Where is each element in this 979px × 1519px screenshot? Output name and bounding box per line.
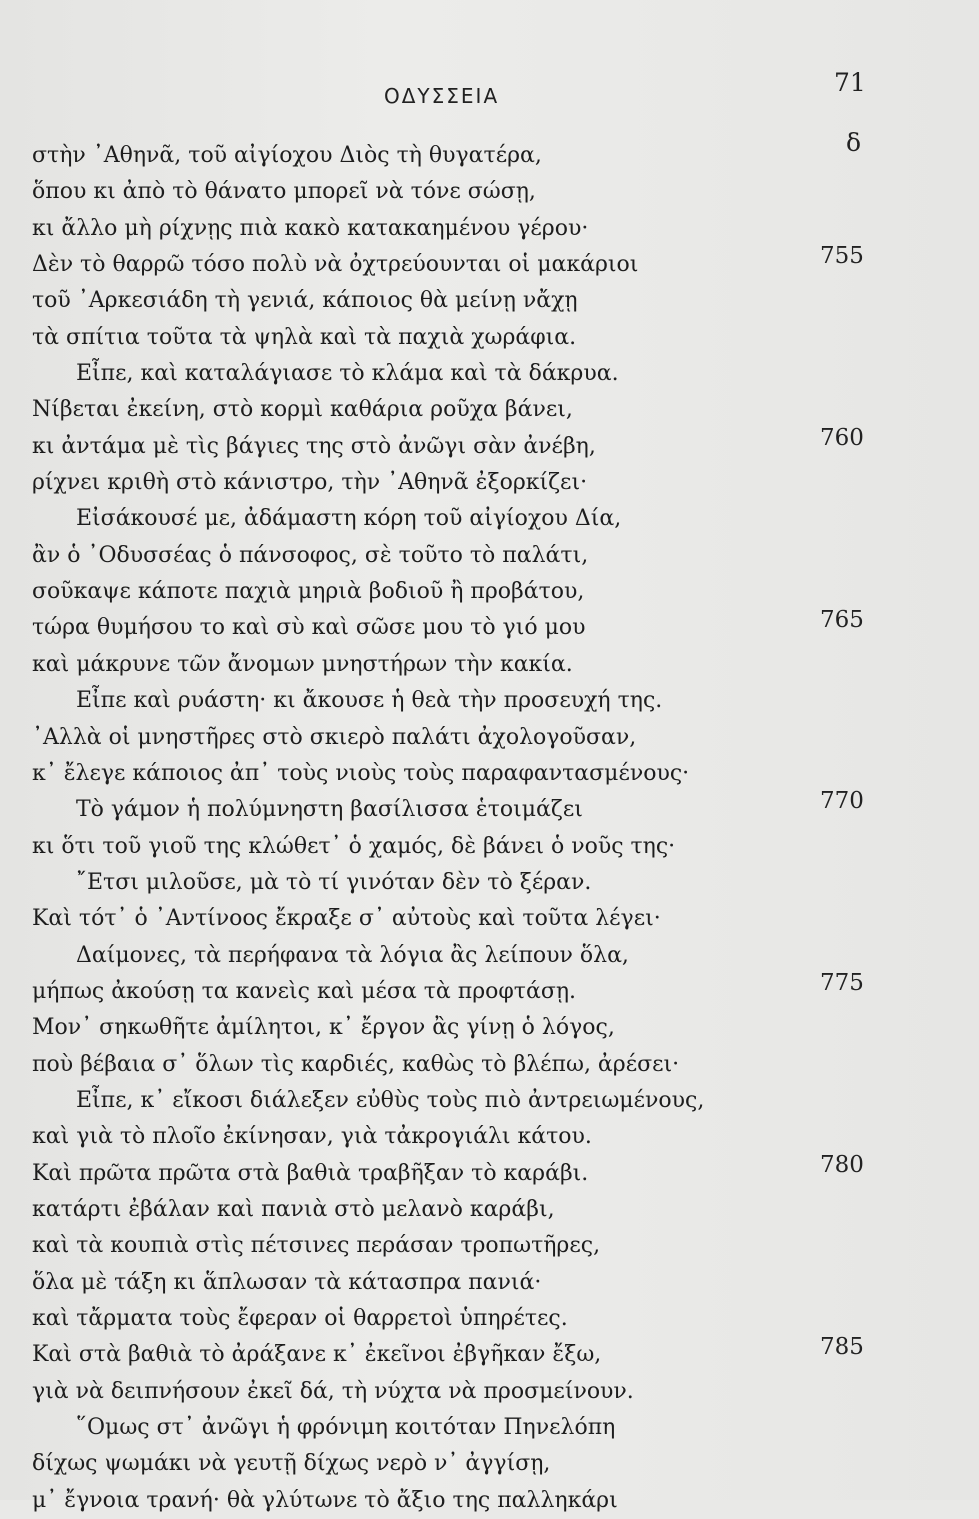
verse-line: κι ἀντάμα μὲ τὶς βάγιες της στὸ ἀνῶγι σὰν ἀνέβη, — [32, 433, 596, 459]
verse-line: Καὶ τότ᾿ ὁ ᾿Αντίνοος ἔκραξε σ᾿ αὐτοὺς καὶ τοῦτα λέγει· — [32, 906, 661, 932]
verse-line: ρίχνει κριθὴ στὸ κάνιστρο, τὴν ᾿Αθηνᾶ ἐξορκίζει· — [32, 470, 588, 496]
verse-line: ᾿Αλλὰ οἱ μνηστῆρες στὸ σκιερὸ παλάτι ἀχολογοῦσαν, — [32, 724, 637, 750]
verse-line: ῞Ομως στ᾿ ἀνῶγι ἡ φρόνιμη κοιτόταν Πηνελόπη — [76, 1415, 616, 1441]
verse-line: Δαίμονες, τὰ περήφανα τὰ λόγια ἂς λείπουν ὅλα, — [76, 942, 629, 968]
line-number: 755 — [820, 243, 864, 270]
line-number: 785 — [820, 1333, 864, 1360]
line-number: 765 — [820, 606, 864, 633]
verse-line: Εἶπε καὶ ρυάστη· κι ἄκουσε ἡ θεὰ τὴν προσευχή της. — [76, 688, 663, 714]
verse-line: Τὸ γάμον ἡ πολύμνηστη βασίλισσα ἑτοιμάζει — [76, 797, 583, 823]
verse-line: γιὰ νὰ δειπνήσουν ἐκεῖ δά, τὴ νύχτα νὰ προσμείνουν. — [32, 1378, 634, 1404]
verse-line: Εἰσάκουσέ με, ἀδάμαστη κόρη τοῦ αἰγίοχου Δία, — [76, 506, 622, 532]
verse-line: κατάρτι ἐβάλαν καὶ πανιὰ στὸ μελανὸ καράβι, — [32, 1196, 555, 1222]
verse-line: καὶ τἄρματα τοὺς ἔφεραν οἱ θαρρετοὶ ὑπηρέτες. — [32, 1306, 568, 1331]
verse-line: καὶ τὰ κουπιὰ στὶς πέτσινες περάσαν τροπωτῆρες, — [32, 1233, 601, 1259]
verse-list — [32, 138, 792, 1519]
verse-line: τοῦ ᾿Αρκεσιάδη τὴ γενιά, κάποιος θὰ μείνῃ νἄχῃ — [32, 288, 578, 314]
verse-line: ῎Ετσι μιλοῦσε, μὰ τὸ τί γινόταν δὲν τὸ ξέραν. — [76, 869, 592, 895]
verse-line: καὶ γιὰ τὸ πλοῖο ἐκίνησαν, γιὰ τἀκρογιάλι κάτου. — [32, 1124, 592, 1150]
verse-line: Εἶπε, καὶ καταλάγιασε τὸ κλάμα καὶ τὰ δάκρυα. — [76, 361, 619, 387]
verse-line: καὶ μάκρυνε τῶν ἄνομων μνηστήρων τὴν κακία. — [32, 651, 573, 677]
verse-line: δίχως ψωμάκι νὰ γευτῇ δίχως νερὸ ν᾿ ἀγγίσῃ, — [32, 1451, 551, 1477]
verse-line: ἂν ὁ ᾿Οδυσσέας ὁ πάνσοφος, σὲ τοῦτο τὸ παλάτι, — [32, 542, 589, 568]
verse-line: μ᾿ ἔγνοια τρανή· θὰ γλύτωνε τὸ ἄξιο της παλληκάρι — [32, 1487, 618, 1513]
verse-line: κι ἄλλο μὴ ρίχνῃς πιὰ κακὸ κατακαημένου γέρου· — [32, 215, 589, 241]
line-number: 760 — [820, 424, 864, 451]
verse-line: τώρα θυμήσου το καὶ σὺ καὶ σῶσε μου τὸ γιό μου — [32, 615, 586, 641]
verse-line: Εἶπε, κ᾿ εἴκοσι διάλεξεν εὐθὺς τοὺς πιὸ ἀντρειωμένους, — [76, 1087, 705, 1113]
line-number: 780 — [820, 1151, 864, 1178]
verse-line: τὰ σπίτια τοῦτα τὰ ψηλὰ καὶ τὰ παχιὰ χωράφια. — [32, 324, 577, 350]
verse-line: Μον᾿ σηκωθῆτε ἀμίλητοι, κ᾿ ἔργον ἂς γίνῃ ὁ λόγος, — [32, 1015, 615, 1041]
verse-line: Νίβεται ἐκείνη, στὸ κορμὶ καθάρια ροῦχα βάνει, — [32, 397, 573, 423]
verse-line: σοῦκαψε κάποτε παχιὰ μηριὰ βοδιοῦ ἢ προβάτου, — [32, 579, 585, 605]
running-title: ΟΔΥΣΣΕΙΑ — [384, 84, 500, 108]
verse-line: ὅλα μὲ τάξη κι ἅπλωσαν τὰ κάτασπρα πανιά· — [32, 1269, 542, 1295]
line-number: 775 — [820, 970, 864, 997]
line-number: 770 — [820, 788, 864, 815]
verse-line: κι ὅτι τοῦ γιοῦ της κλώθετ᾿ ὁ χαμός, δὲ βάνει ὁ νοῦς της· — [32, 833, 676, 859]
verse-line: κ᾿ ἔλεγε κάποιος ἀπ᾿ τοὺς νιοὺς τοὺς παραφαντασμένους· — [32, 760, 690, 786]
verse-line: Δὲν τὸ θαρρῶ τόσο πολὺ νὰ ὀχτρεύουνται οἱ μακάριοι — [32, 252, 639, 278]
page-number: 71 — [834, 68, 866, 97]
verse-line: στὴν ᾿Αθηνᾶ, τοῦ αἰγίοχου Διὸς τὴ θυγατέρα, — [32, 143, 542, 168]
book-letter: δ — [846, 128, 862, 157]
verse-line: Καὶ πρῶτα πρῶτα στὰ βαθιὰ τραβῆξαν τὸ καράβι. — [32, 1160, 589, 1186]
verse-line: ὅπου κι ἀπὸ τὸ θάνατο μπορεῖ νὰ τόνε σώσῃ, — [32, 179, 536, 205]
verse-line: μήπως ἀκούσῃ τα κανεὶς καὶ μέσα τὰ προφτάσῃ. — [32, 978, 577, 1004]
verse-line: Καὶ στὰ βαθιὰ τὸ ἀράξανε κ᾿ ἐκεῖνοι ἐβγῆκαν ἔξω, — [32, 1342, 602, 1368]
verse-line: ποὺ βέβαια σ᾿ ὅλων τὶς καρδιές, καθὼς τὸ βλέπω, ἀρέσει· — [32, 1051, 680, 1077]
